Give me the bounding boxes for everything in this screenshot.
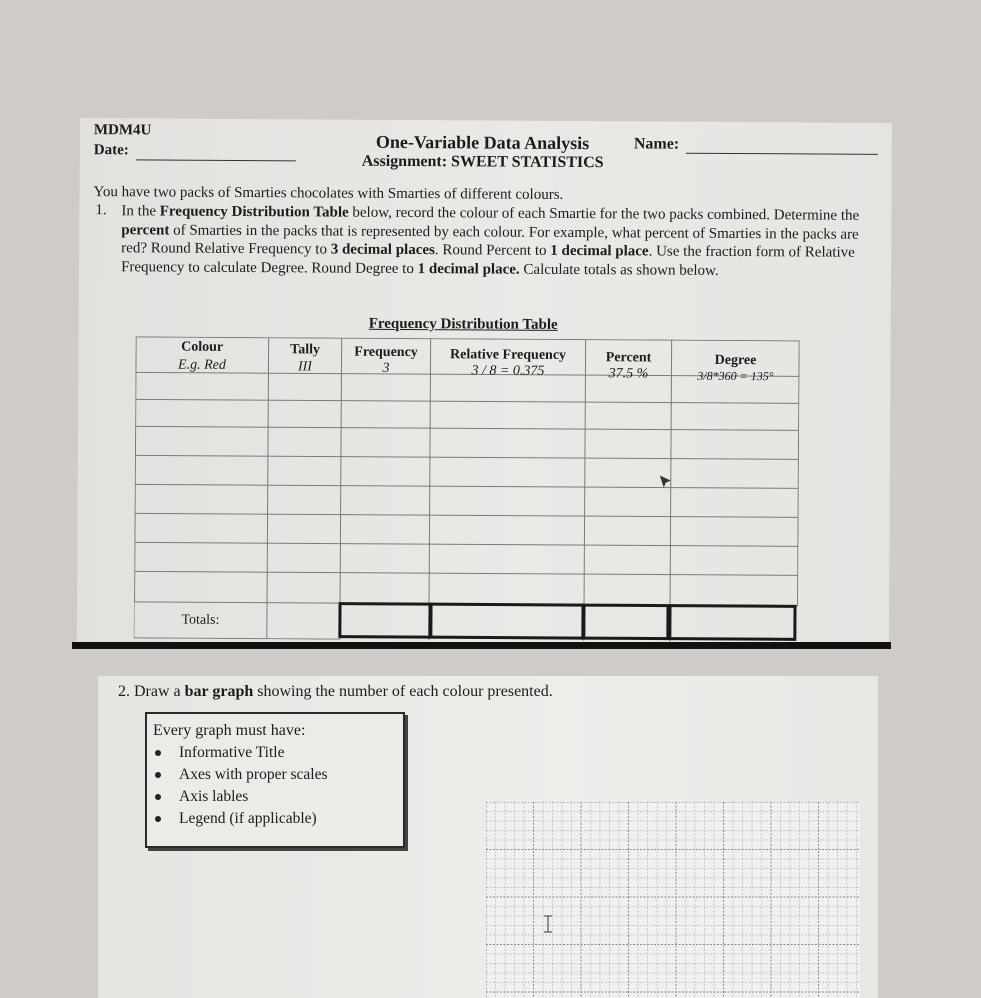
requirements-heading: Every graph must have: [153, 722, 306, 739]
question-2-text: 2. Draw a bar graph showing the number of each colour presented. [118, 683, 553, 700]
requirement-item: Axes with proper scales [179, 766, 328, 784]
example-tally: III [297, 359, 313, 375]
question-1-number: 1. [95, 202, 107, 219]
header-degree: Degree [714, 352, 757, 369]
totals-label: Totals: [181, 612, 220, 628]
name-label: Name: [633, 135, 680, 153]
requirement-item: Informative Title [179, 744, 284, 762]
header-colour: Colour [181, 339, 224, 355]
example-frequency: 3 [382, 360, 390, 376]
example-degree: 3/8*360 = 135° [697, 368, 774, 384]
bullet-icon [155, 772, 161, 778]
graph-paper[interactable] [486, 802, 860, 998]
header-frequency: Frequency [354, 344, 418, 361]
bullet-icon [155, 816, 161, 822]
table-title: Frequency Distribution Table [368, 315, 558, 333]
graph-requirements-box [145, 712, 405, 848]
example-colour: E.g. Red [178, 357, 226, 373]
course-code: MDM4U [93, 122, 152, 139]
page-title: One-Variable Data Analysis [375, 131, 590, 154]
name-field[interactable] [686, 153, 878, 155]
worksheet-page-1 [77, 118, 892, 648]
worksheet-page-2 [98, 676, 878, 998]
assignment-subtitle: Assignment: SWEET STATISTICS [361, 152, 604, 172]
date-field[interactable] [136, 159, 296, 161]
bullet-icon [155, 794, 161, 800]
header-percent: Percent [605, 350, 652, 366]
bullet-icon [155, 750, 161, 756]
requirement-item: Axis lables [179, 788, 248, 806]
date-label: Date: [93, 142, 129, 159]
header-tally: Tally [290, 342, 321, 358]
example-relative-frequency: 3 / 8 = 0.375 [471, 363, 545, 379]
intro-text: You have two packs of Smarties chocolates with Smarties of different colours. [93, 184, 564, 203]
requirement-item: Legend (if applicable) [179, 810, 317, 828]
example-percent: 37.5 % [608, 366, 649, 382]
cursor-icon [660, 476, 671, 488]
header-relative-frequency: Relative Frequency [450, 347, 567, 363]
question-1-text: In the Frequency Distribution Table below, record the colour of each Smartie for the two packs combined. Determine the percent of Smarties in the packs that is represented by each colour. For example, what percent of Smarties in the packs are red? Round Relative Frequency to 3 decimal places. Round Percent to 1 decimal place. Use the fraction form of Relative Frequency to calculate Degree. Round Degree to 1 decimal place. Calculate totals as shown below. [121, 203, 860, 279]
page-divider [72, 642, 891, 649]
frequency-table [134, 336, 800, 642]
